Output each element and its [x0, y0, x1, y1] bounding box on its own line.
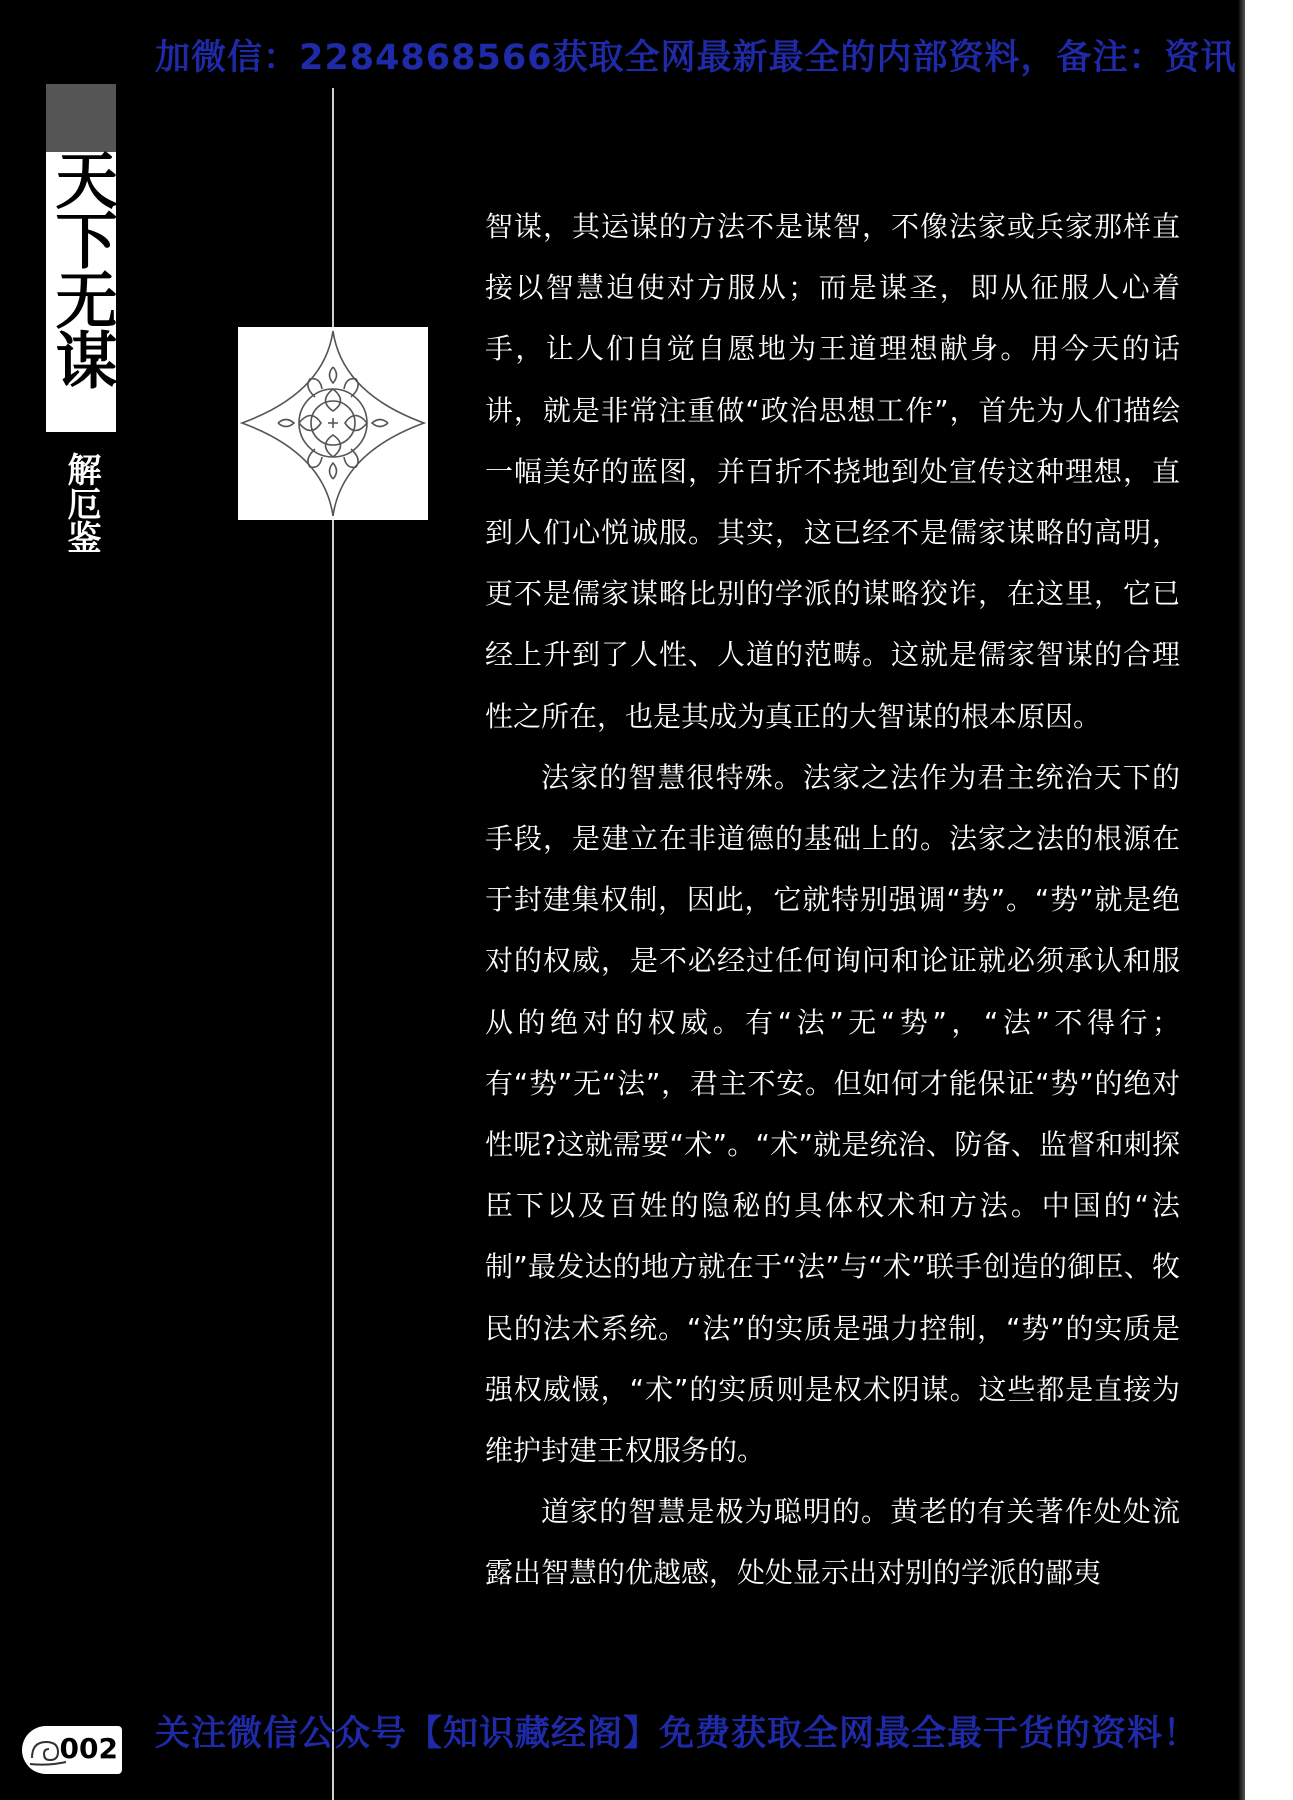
book-title: 天下无谋 [45, 148, 118, 388]
side-tab [46, 84, 116, 432]
body-text [485, 196, 1180, 1604]
paragraph-2: 法家的智慧很特殊。法家之法作为君主统治天下的手段，是建立在非道德的基础上的。法家之法的根源在于封建集权制，因此，它就特别强调“势”。“势”就是绝对的权威，是不必经过任何询问和论证就必须承认和服从的绝对的权威。有“法”无“势”，“法”不得行；有“势”无“法”，君主不安。但如何才能保证“势”的绝对性呢?这就需要“术”。“术”就是统治、防备、监督和刺探臣下以及百姓的隐秘的具体权术和方法。中国的“法制”最发达的地方就在于“法”与“术”联手创造的御臣、牧民的法术系统。“法”的实质是强力控制，“势”的实质是强权威慑，“术”的实质则是权术阴谋。这些都是直接为维护封建王权服务的。 [485, 760, 1180, 1468]
section-title: 解厄鉴 [61, 452, 101, 554]
paragraph-1: 智谋，其运谋的方法不是谋智，不像法家或兵家那样直接以智慧迫使对方服从；而是谋圣，即从征服人心着手，让人们自觉自愿地为王道理想献身。用今天的话讲，就是非常注重做“政治思想工作”，首先为人们描绘一幅美好的蓝图，并百折不挠地到处宣传这种理想，直到人们心悦诚服。其实，这已经不是儒家谋略的高明，更不是儒家谋略比别的学派的谋略狡诈，在这里，它已经上升到了人性、人道的范畴。这就是儒家智谋的合理性之所在，也是其成为真正的大智谋的根本原因。 [485, 210, 1180, 733]
page-number-badge [22, 1726, 122, 1774]
watermark-bottom: 关注微信公众号【知识藏经阁】免费获取全网最全最干货的资料！ [155, 1714, 1200, 1754]
watermark-top: 加微信：2284868566获取全网最新最全的内部资料，备注：资讯 [155, 38, 1237, 78]
paragraph-3: 道家的智慧是极为聪明的。黄老的有关著作处处流露出智慧的优越感，处处显示出对别的学派的鄙夷 [485, 1495, 1180, 1590]
page-edge [1245, 0, 1293, 1800]
floral-diamond-ornament-icon [238, 327, 428, 520]
page-number: 002 [59, 1732, 118, 1765]
